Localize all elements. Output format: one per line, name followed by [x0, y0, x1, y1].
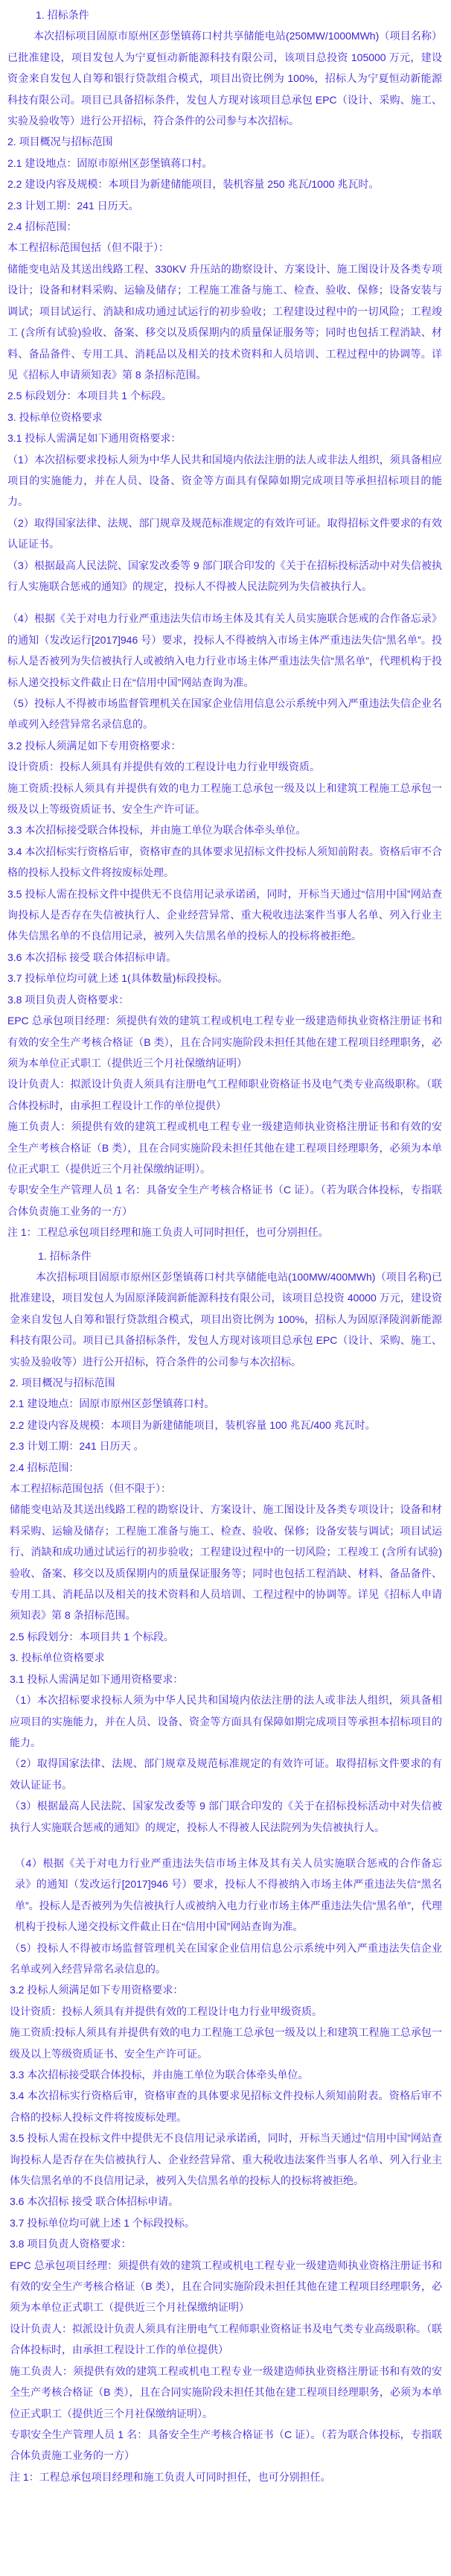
paragraph: 2.1 建设地点：固原市原州区彭堡镇蒋口村。 [10, 1398, 215, 1410]
paragraph: 2. 项目概况与招标范围 [10, 1377, 115, 1389]
paragraph: 本次招标项目固原市原州区彭堡镇蒋口村共享储能电站(250MW/1000MWh)（项目名称）已批准建设，项目发包人为宁夏恒动新能源科技有限公司，该项目总投资 105000 万元，建设资金来自发包人自筹和银行贷款组合模式，项目出资比例为 100%，招标人为宁夏恒动新能源科技有限公司。项目已具备招标条件，发包人方现对该项目总承包 EPC（设计、采购、施工、实验及验收等）进行公开招标，符合条件的公司参与本次招标。 [7, 30, 442, 127]
paragraph: 3.8 项目负责人资格要求： [7, 993, 129, 1006]
paragraph: 储能变电站及其送出线路工程的勘察设计、方案设计、施工图设计及各类专项设计；设备和材料采购、运输及储存；工程施工准备与施工、检查、验收、保修；设备安装与调试；项目试运行、消缺和成功通过试运行的初步验收；工程建设过程中的一切风险；工程竣工 (含所有试验)验收、备案、移交以及质保期内的质量保证服务等；同时也包括工程消缺、材料、备品备件、专用工具、消耗品以及相关的技术资料和人员培训、工程过程中的协调等。详见《招标人申请须知表》第 8 条招标范围。 [10, 1503, 442, 1622]
paragraph: 施工负责人：须提供有效的建筑工程或机电工程专业一级建造师执业资格注册证书和有效的安全生产考核合格证（B 类），且在合同实施阶段未担任其他在建工程项目经理职务，必须为本单位正式职工（提供近三个月社保缴纳证明）。 [10, 2364, 442, 2420]
paragraph: （4）根据《关于对电力行业严重违法失信市场主体及其有关人员实施联合惩戒的合作备忘录》的通知（发改运行[2017]946 号）要求，投标人不得被纳入市场主体严重违法失信“黑名单”。投标人是否被列为失信被执行人或被纳入电力行业市场主体严重违法失信“黑名单”，代理机构于投标人递交投标文件截止日在“信用中国”网站查询为准。 [7, 612, 442, 688]
paragraph: EPC 总承包项目经理：须提供有效的建筑工程或机电工程专业一级建造师执业资格注册证书和有效的安全生产考核合格证（B 类），且在合同实施阶段未担任其他在建工程项目经理职务，必须为本单位正式职工（提供近三个月社保缴纳证明） [10, 2259, 442, 2314]
paragraph: 3.7 投标单位均可就上述 1(具体数量)标段投标。 [7, 972, 228, 985]
paragraph: 2.5 标段划分：本项目共 1 个标段。 [10, 1630, 174, 1643]
paragraph: 3.4 本次招标实行资格后审，资格审查的具体要求见招标文件投标人须知前附表。资格后审不合格的投标人投标文件将按废标处理。 [7, 845, 442, 879]
paragraph: 注 1：工程总承包项目经理和施工负责人可同时担任，也可分别担任。 [7, 1226, 329, 1239]
paragraph: 3. 投标单位资格要求 [10, 1652, 105, 1664]
paragraph: 3.6 本次招标 接受 联合体招标申请。 [7, 951, 177, 963]
paragraph: 2.1 建设地点：固原市原州区彭堡镇蒋口村。 [7, 156, 213, 169]
paragraph: 施工负责人：须提供有效的建筑工程或机电工程专业一级建造师执业资格注册证书和有效的安全生产考核合格证（B 类），且在合同实施阶段未担任其他在建工程项目经理职务，必须为本单位正式职工（提供近三个月社保缴纳证明）。 [7, 1120, 442, 1175]
paragraph: 3.8 项目负责人资格要求： [10, 2238, 132, 2250]
paragraph: （1）本次招标要求投标人须为中华人民共和国境内依法注册的法人或非法人组织，须具备相应项目的实施能力，并在人员、设备、资金等方面具有保障如期完成项目等承担本招标项目的能力。 [10, 1694, 442, 1748]
paragraph: 3.2 投标人须满足如下专用资格要求： [7, 739, 182, 752]
paragraph: 本工程招标范围包括（但不限于）： [7, 241, 169, 254]
paragraph: 设计资质：投标人须具有并提供有效的工程设计电力行业甲级资质。 [7, 761, 320, 773]
paragraph: 设计负责人：拟派设计负责人须具有注册电气工程师职业资格证书及电气类专业高级职称。（联合体投标时，由承担工程设计工作的单位提供） [10, 2322, 442, 2356]
paragraph: （3）根据最高人民法院、国家发改委等 9 部门联合印发的《关于在招标投标活动中对失信被执行人实施联合惩戒的通知》的规定，投标人不得被人民法院列为失信被执行人。 [10, 1800, 442, 1833]
paragraph: 2.2 建设内容及规模：本项目为新建储能项目，装机容量 250 兆瓦/1000 兆瓦时。 [7, 178, 380, 191]
paragraph: 设计负责人：拟派设计负责人须具有注册电气工程师职业资格证书及电气类专业高级职称。（联合体投标时，由承担工程设计工作的单位提供） [7, 1078, 442, 1111]
paragraph: 2.4 招标范围： [7, 221, 77, 233]
paragraph: 施工资质:投标人须具有并提供有效的电力工程施工总承包一级及以上和建筑工程施工总承包一级及以上等级资质证书、安全生产许可证。 [7, 781, 442, 816]
paragraph: 2.3 计划工期：241 日历天。 [7, 199, 139, 212]
paragraph: EPC 总承包项目经理：须提供有效的建筑工程或机电工程专业一级建造师执业资格注册证书和有效的安全生产考核合格证（B 类），且在合同实施阶段未担任其他在建工程项目经理职务，必须为本单位正式职工（提供近三个月社保缴纳证明） [7, 1015, 442, 1069]
paragraph: 3.5 投标人需在投标文件中提供无不良信用记录承诺函，同时，开标当天通过“信用中国”网站查询投标人是否存在失信被执行人、企业经营异常、重大税收违法案件当事人名单、列入行业主体失信黑名单的不良信用记录，被列入失信黑名单的投标人的投标将被拒绝。 [10, 2132, 442, 2187]
paragraph: 设计资质：投标人须具有并提供有效的工程设计电力行业甲级资质。 [10, 2005, 322, 2017]
paragraph: （4）根据《关于对电力行业严重违法失信市场主体及其有关人员实施联合惩戒的合作备忘录》的通知（发改运行[2017]946 号）要求，投标人不得被纳入市场主体严重违法失信“黑名单”。投标人是否被列为失信被执行人或被纳入电力行业市场主体严重违法失信“黑名单”，代理机构于投标人递交投标文件截止日在“信用中国”网站查询为准。 [15, 1856, 442, 1933]
paragraph: 3.1 投标人需满足如下通用资格要求： [10, 1672, 184, 1685]
paragraph: 1. 招标条件 [36, 9, 89, 21]
paragraph: 3.6 本次招标 接受 联合体招标申请。 [10, 2195, 179, 2208]
paragraph: 3.3 本次招标接受联合体投标，并由施工单位为联合体牵头单位。 [10, 2069, 309, 2081]
tender-notice-section-1 [0, 0, 451, 1243]
paragraph: （1）本次招标要求投标人须为中华人民共和国境内依法注册的法人或非法人组织，须具备相应项目的实施能力，并在人员、设备、资金等方面具有保障如期完成项目等承担招标项目的能力。 [7, 453, 442, 508]
paragraph: （5）投标人不得被市场监督管理机关在国家企业信用信息公示系统中列入严重违法失信企业名单或列入经营异常名录信息的。 [10, 1941, 442, 1975]
paragraph: 3. 投标单位资格要求 [7, 410, 103, 423]
paragraph: 本次招标项目固原市原州区彭堡镇蒋口村共享储能电站(100MW/400MWh)（项目名称)已批准建设，项目发包人为固原泽陵润新能源科技有限公司，该项目总投资 40000 万元，建设资金来自发包人自筹和银行贷款组合模式，项目出资比例为 100%，招标人为固原泽陵润新能源科技有限公司。项目已具备招标条件，发包人方现对该项目总承包 EPC（设计、采购、施工、实验及验收等）进行公开招标，符合条件的公司参与本次招标。 [10, 1270, 442, 1368]
paragraph: 2.5 标段划分：本项目共 1 个标段。 [7, 390, 172, 402]
paragraph: （2）取得国家法律、法规、部门规章及规范标准规定的有效许可证。取得招标文件要求的有效认证证书。 [7, 516, 442, 551]
paragraph: 3.4 本次招标实行资格后审，资格审查的具体要求见招标文件投标人须知前附表。资格后审不合格的投标人投标文件将按废标处理。 [10, 2090, 442, 2123]
paragraph: 1. 招标条件 [38, 1249, 92, 1262]
paragraph: 3.2 投标人须满足如下专用资格要求： [10, 1984, 184, 1996]
paragraph: 专职安全生产管理人员 1 名：具备安全生产考核合格证书（C 证）。（若为联合体投标，专指联合体负责施工业务的一方） [10, 2428, 442, 2462]
paragraph: （3）根据最高人民法院、国家发改委等 9 部门联合印发的《关于在招标投标活动中对失信被执行人实施联合惩戒的通知》的规定，投标人不得被人民法院列为失信被执行人。 [7, 559, 442, 592]
paragraph: （5）投标人不得被市场监督管理机关在国家企业信用信息公示系统中列入严重违法失信企业名单或列入经营异常名录信息的。 [7, 697, 442, 731]
paragraph: 储能变电站及其送出线路工程、330KV 升压站的勘察设计、方案设计、施工图设计及各类专项设计；设备和材料采购、运输及储存；工程施工准备与施工、检查、验收、保修；设备安装与调试；项目试运行、消缺和成功通过试运行的初步验收；工程建设过程中的一切风险；工程竣工 (含所有试验)验收、备案、移交以及质保期内的质量保证服务等；同时也包括工程消缺、材料、备品备件、专用工具、消耗品以及相关的技术资料和人员培训、工程过程中的协调等。详见《招标人申请须知表》第 8 条招标范围。 [7, 262, 442, 381]
paragraph: 3.5 投标人需在投标文件中提供无不良信用记录承诺函，同时，开标当天通过“信用中国”网站查询投标人是否存在失信被执行人、企业经营异常、重大税收违法案件当事人名单、列入行业主体失信黑名单的不良信用记录，被列入失信黑名单的投标人的投标将被拒绝。 [7, 887, 442, 942]
tender-notice-section-2 [0, 1246, 451, 2488]
paragraph: 3.3 本次招标接受联合体投标，并由施工单位为联合体牵头单位。 [7, 824, 307, 837]
paragraph: 2.3 计划工期：241 日历天 。 [10, 1440, 144, 1453]
paragraph: 2.2 建设内容及规模：本项目为新建储能项目，装机容量 100 兆瓦/400 兆瓦时。 [10, 1418, 376, 1431]
paragraph: （2）取得国家法律、法规、部门规章及规范标准规定的有效许可证。取得招标文件要求的有效认证证书。 [10, 1757, 442, 1791]
paragraph: 3.7 投标单位均可就上述 1 个标段投标。 [10, 2216, 195, 2229]
paragraph: 3.1 投标人需满足如下通用资格要求： [7, 432, 182, 445]
paragraph: 注 1：工程总承包项目经理和施工负责人可同时担任，也可分别担任。 [10, 2470, 331, 2483]
paragraph: 施工资质:投标人须具有并提供有效的电力工程施工总承包一级及以上和建筑工程施工总承包一级及以上等级资质证书、安全生产许可证。 [10, 2026, 442, 2060]
paragraph: 2. 项目概况与招标范围 [7, 136, 113, 148]
paragraph: 本工程招标范围包括（但不限于）： [10, 1482, 171, 1495]
paragraph: 专职安全生产管理人员 1 名：具备安全生产考核合格证书（C 证）。（若为联合体投标，专指联合体负责施工业务的一方） [7, 1184, 442, 1217]
paragraph: 2.4 招标范围： [10, 1461, 80, 1473]
